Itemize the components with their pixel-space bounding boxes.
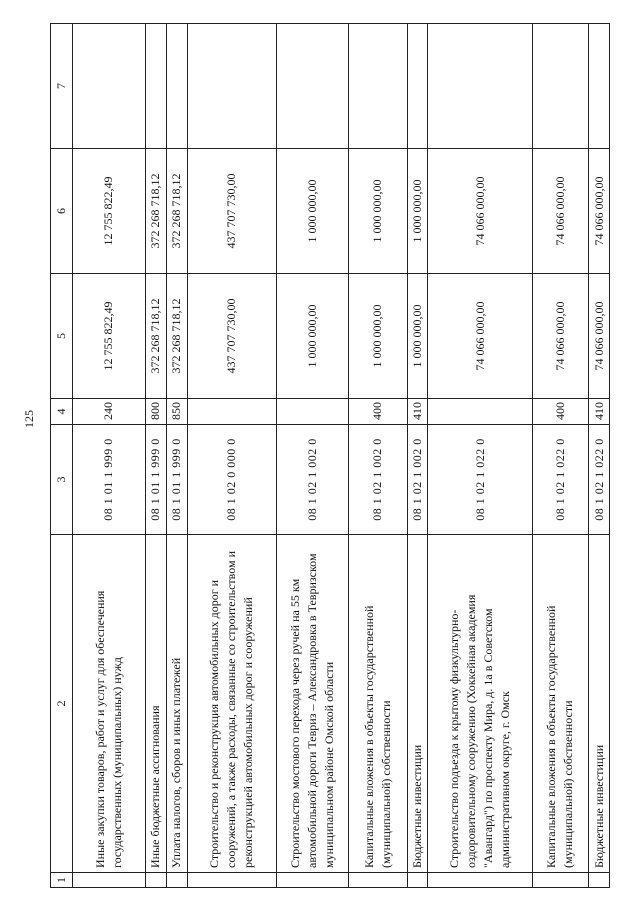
row-code: 08 1 02 1 022 0: [428, 425, 532, 535]
header-col-2: 2: [51, 535, 73, 873]
row-expense-type: 240: [72, 399, 145, 425]
row-name: Бюджетные инвестиции: [589, 535, 610, 873]
row-col-7: [589, 24, 610, 149]
row-col-1: [145, 873, 166, 888]
row-name: Строительство подъезда к крытому физкультурно-оздоровительному сооружению (Хоккейная академия "Авангард") по проспекту Мира, д. 1а в Советском административном округе, г. Омск: [428, 535, 532, 873]
row-col-7: [532, 24, 588, 149]
row-col-7: [72, 24, 145, 149]
row-name: Уплата налогов, сборов и иных платежей: [166, 535, 187, 873]
row-col-1: [349, 873, 407, 888]
row-amount-6: 372 268 718,12: [145, 149, 166, 274]
header-col-5: 5: [51, 274, 73, 399]
row-amount-5: 372 268 718,12: [166, 274, 187, 399]
row-amount-5: 74 066 000,00: [532, 274, 588, 399]
row-expense-type: [187, 399, 277, 425]
row-amount-5: 1 000 000,00: [349, 274, 407, 399]
row-expense-type: 400: [532, 399, 588, 425]
row-name: Иные закупки товаров, работ и услуг для обеспечения государственных (муниципальных) нужд: [72, 535, 145, 873]
row-col-1: [407, 873, 428, 888]
row-col-7: [187, 24, 277, 149]
table-row: [277, 24, 349, 888]
table-row: [407, 24, 428, 888]
header-col-7: 7: [51, 24, 73, 149]
row-col-7: [277, 24, 349, 149]
row-code: 08 1 02 1 002 0: [277, 425, 349, 535]
row-amount-5: 437 707 730,00: [187, 274, 277, 399]
row-code: 08 1 02 0 000 0: [187, 425, 277, 535]
row-amount-5: 74 066 000,00: [428, 274, 532, 399]
table-row: [532, 24, 588, 888]
row-amount-6: 437 707 730,00: [187, 149, 277, 274]
row-amount-6: 12 755 822,49: [72, 149, 145, 274]
row-name: Капитальные вложения в объекты государственной (муниципальной) собственности: [349, 535, 407, 873]
row-expense-type: 400: [349, 399, 407, 425]
row-amount-5: 372 268 718,12: [145, 274, 166, 399]
row-code: 08 1 01 1 999 0: [145, 425, 166, 535]
row-amount-5: 1 000 000,00: [407, 274, 428, 399]
row-expense-type: 800: [145, 399, 166, 425]
row-name: Капитальные вложения в объекты государственной (муниципальной) собственности: [532, 535, 588, 873]
header-col-4: 4: [51, 399, 73, 425]
row-col-1: [428, 873, 532, 888]
table-row: [589, 24, 610, 888]
row-amount-6: 1 000 000,00: [407, 149, 428, 274]
header-col-6: 6: [51, 149, 73, 274]
row-code: 08 1 01 1 999 0: [166, 425, 187, 535]
row-col-1: [166, 873, 187, 888]
row-expense-type: 410: [589, 399, 610, 425]
row-col-1: [72, 873, 145, 888]
row-col-7: [166, 24, 187, 149]
budget-table: [50, 23, 610, 888]
row-expense-type: 410: [407, 399, 428, 425]
table-row: [349, 24, 407, 888]
table-row: [166, 24, 187, 888]
row-name: Строительство и реконструкция автомобильных дорог и сооружений, а также расходы, связанные со строительством и реконструкцией автомобильных дорог и сооружений: [187, 535, 277, 873]
table-row: [145, 24, 166, 888]
row-amount-6: 1 000 000,00: [349, 149, 407, 274]
row-amount-5: 74 066 000,00: [589, 274, 610, 399]
row-expense-type: [277, 399, 349, 425]
row-expense-type: 850: [166, 399, 187, 425]
row-code: 08 1 02 1 002 0: [407, 425, 428, 535]
row-code: 08 1 02 1 002 0: [349, 425, 407, 535]
row-name: Бюджетные инвестиции: [407, 535, 428, 873]
row-amount-6: 74 066 000,00: [428, 149, 532, 274]
row-col-7: [145, 24, 166, 149]
row-name: Иные бюджетные ассигнования: [145, 535, 166, 873]
row-amount-5: 1 000 000,00: [277, 274, 349, 399]
row-amount-6: 372 268 718,12: [166, 149, 187, 274]
header-col-1: 1: [51, 873, 73, 888]
row-name: Строительство мостового перехода через ручей на 55 км автомобильной дороги Тевриз – Александровка в Тевризском муниципальном районе Омской области: [277, 535, 349, 873]
header-row: [51, 24, 73, 888]
row-col-1: [187, 873, 277, 888]
row-expense-type: [428, 399, 532, 425]
row-col-7: [407, 24, 428, 149]
row-amount-6: 74 066 000,00: [532, 149, 588, 274]
row-amount-6: 74 066 000,00: [589, 149, 610, 274]
row-code: 08 1 02 1 022 0: [589, 425, 610, 535]
header-col-3: 3: [51, 425, 73, 535]
row-code: 08 1 01 1 999 0: [72, 425, 145, 535]
row-amount-5: 12 755 822,49: [72, 274, 145, 399]
page-number: 125: [22, 410, 36, 428]
table-row: [428, 24, 532, 888]
row-col-7: [428, 24, 532, 149]
row-col-7: [349, 24, 407, 149]
table-row: [72, 24, 145, 888]
row-col-1: [277, 873, 349, 888]
row-col-1: [589, 873, 610, 888]
row-amount-6: 1 000 000,00: [277, 149, 349, 274]
row-col-1: [532, 873, 588, 888]
table-row: [187, 24, 277, 888]
rotated-page: [50, 24, 610, 888]
row-code: 08 1 02 1 022 0: [532, 425, 588, 535]
